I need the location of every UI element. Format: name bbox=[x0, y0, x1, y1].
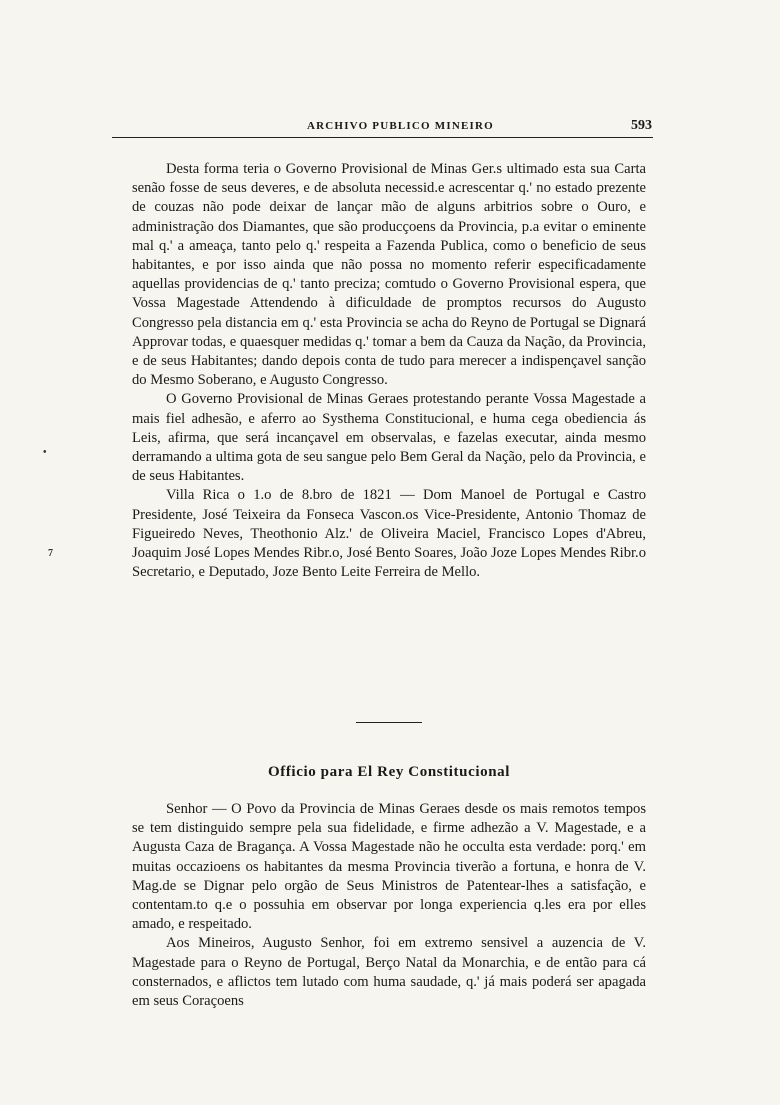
section-title: Officio para El Rey Constitucional bbox=[267, 764, 511, 780]
running-title: ARCHIVO PUBLICO MINEIRO bbox=[307, 120, 494, 132]
paragraph: Senhor — O Povo da Provincia de Minas Geraes desde os mais remotos tempos se tem distinguido sempre pela sua fidelidade, e firme adhezão a V. Magestade, e a Augusta Caza de Bragança. A Vossa Magestade não he occulta esta verdade: porq.' em muitas occazioens os habitantes da mesma Provincia tiverão a fortuna, e honra de V. Mag.de se Dignar pelo orgão de Seus Ministros de Patentear-lhes a satisfação, e contentam.to q.e o possuhia em observar por longa experiencia q.les era por elles amado, e respeitado. bbox=[132, 801, 646, 933]
paragraph: O Governo Provisional de Minas Geraes protestando perante Vossa Magestade a mais fiel adhesão, e aferro ao Systhema Constitucional, e huma cega obediencia ás Leis, afirma, que será incançavel em observalas, e fazelas executar, ainda mesmo derramando a ultima gota de seu sangue pelo Bem Geral da Nação, pelo da Provincia, e de seus Habitantes. bbox=[132, 391, 646, 485]
section-divider bbox=[356, 722, 422, 723]
signatures-paragraph: Villa Rica o 1.o de 8.bro de 1821 — Dom Manoel de Portugal e Castro Presidente, José Teixeira da Fonseca Vascon.os Vice-Presidente, Antonio Thomaz de Figueiredo Neves, Theothonio Alz.' de Oliveira Maciel, Francisco Lopes d'Abreu, Joaquim José Lopes Mendes Ribr.o, José Bento Soares, João Joze Lopes Mendes Ribr.o Secretario, e Deputado, Joze Bento Leite Ferreira de Mello. bbox=[132, 487, 646, 581]
letter-body bbox=[132, 160, 646, 582]
margin-mark: 7 bbox=[48, 548, 53, 559]
section-body bbox=[132, 800, 646, 1011]
header-rule bbox=[112, 137, 653, 138]
margin-mark: • bbox=[43, 447, 47, 458]
paragraph: Aos Mineiros, Augusto Senhor, foi em extremo sensivel a auzencia de V. Magestade para o Reyno de Portugal, Berço Natal da Monarchia, e de então para cá consternados, e aflictos tem lutado com huma saudade, q.' já mais poderá ser apagada em seus Coraçoens bbox=[132, 935, 646, 1010]
paragraph: Desta forma teria o Governo Provisional de Minas Ger.s ultimado esta sua Carta senão fosse de seus deveres, e de absoluta necessid.e acrescentar q.' no estado prezente de couzas não pode deixar de lançar mão de alguns arbitrios sobre o Ouro, e administração dos Diamantes, que são producçoens da Provincia, p.a evitar o eminente mal q.' a ameaça, tanto pelo q.' respeita a Fazenda Publica, como o beneficio de seus habitantes, e por isso ainda que não possa no momento referir especificadamente aquellas providencias de q.' tanto preciza; comtudo o Governo Provisional espera, que Vossa Magestade Attendendo à dificuldade de promptos recursos do Augusto Congresso pela distancia em q.' esta Provincia se acha do Reyno de Portugal se Dignará Approvar todas, e quaesquer medidas q.' tomar a bem da Cauza da Nação, da Provincia, e de seus Habitantes; dando depois conta de tudo para merecer a indispençavel sanção do Mesmo Soberano, e Augusto Congresso. bbox=[132, 161, 646, 389]
page-number: 593 bbox=[631, 118, 652, 133]
